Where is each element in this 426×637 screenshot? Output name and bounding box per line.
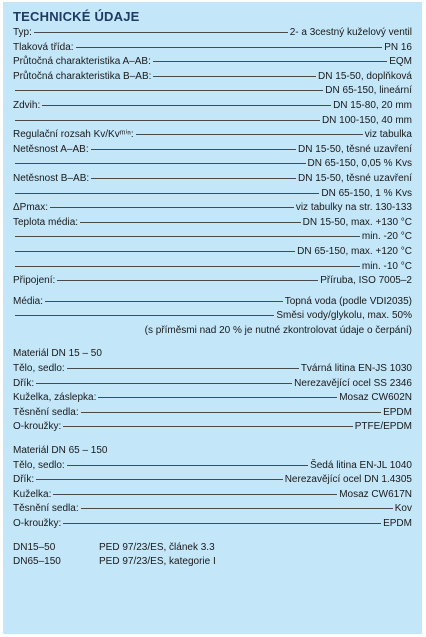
ped-dn-range: DN65–150	[13, 556, 61, 568]
spec-value: viz tabulka	[364, 129, 412, 141]
leader-line	[67, 465, 308, 466]
spacer	[13, 435, 412, 444]
leader-line	[15, 163, 306, 164]
spec-row	[13, 187, 412, 202]
general-specs	[13, 26, 412, 289]
spec-value: Směsi vody/glykolu, max. 50%	[276, 310, 412, 322]
spec-label: Těsnění sedla:	[13, 503, 79, 515]
spec-row	[13, 473, 412, 488]
leader-line	[50, 207, 294, 208]
ped-classification	[13, 541, 412, 570]
spec-value: DN 65-150, 1 % Kvs	[321, 187, 412, 199]
spec-value: DN 15-50, doplňková	[318, 70, 412, 82]
spec-value: EPDM	[383, 518, 412, 529]
leader-line	[91, 178, 296, 179]
leader-line	[15, 193, 319, 194]
spacer	[13, 532, 412, 541]
spec-label: Typ:	[13, 27, 32, 38]
spec-label: O-kroužky:	[13, 518, 62, 529]
leader-line	[98, 397, 337, 398]
spec-row	[13, 362, 412, 377]
leader-line	[136, 134, 363, 135]
leader-line	[153, 61, 387, 62]
spec-row	[13, 406, 412, 421]
spec-row	[13, 157, 412, 172]
spec-row	[13, 230, 412, 245]
spec-label: Regulační rozsah Kv/Kvᵐⁱⁿ:	[13, 129, 134, 141]
leader-line	[45, 301, 283, 302]
spec-row	[13, 502, 412, 517]
spec-label: Těsnění sedla:	[13, 406, 79, 418]
spec-row	[13, 517, 412, 532]
spec-label: Netěsnost B–AB:	[13, 172, 90, 184]
spec-value: EQM	[389, 56, 412, 68]
spec-row	[13, 391, 412, 406]
media-note-row	[13, 324, 412, 339]
material-large-specs	[13, 459, 412, 532]
ped-dn-range: DN15–50	[13, 541, 56, 553]
spec-row	[13, 70, 412, 85]
spec-label: Tělo, sedlo:	[13, 459, 65, 471]
material-small-specs	[13, 362, 412, 435]
material-large-heading: Materiál DN 65 – 150	[13, 445, 108, 457]
spec-label: Průtočná charakteristika A–AB:	[13, 56, 151, 68]
spec-value: Kov	[394, 503, 412, 515]
spec-row	[13, 55, 412, 70]
spec-label: Tělo, sedlo:	[13, 363, 65, 375]
leader-line	[80, 222, 301, 223]
leader-line	[153, 76, 316, 77]
leader-line	[15, 120, 320, 121]
leader-line	[15, 266, 360, 267]
spec-value: DN 15-50, těsné uzavření	[298, 172, 412, 184]
leader-line	[81, 412, 381, 413]
leader-line	[15, 315, 274, 316]
leader-line	[81, 508, 393, 509]
spec-row	[13, 26, 412, 41]
spec-value: PN 16	[384, 41, 412, 53]
spec-value: Nerezavějící ocel DN 1.4305	[284, 474, 412, 486]
spec-label: ΔPmax:	[13, 202, 49, 214]
spec-row	[13, 274, 412, 289]
spec-row	[13, 201, 412, 216]
spec-row	[13, 143, 412, 158]
leader-line	[57, 280, 318, 281]
leader-line	[34, 32, 288, 33]
spec-value: DN 15-80, 20 mm	[333, 99, 412, 111]
spec-label: Tlaková třída:	[13, 41, 74, 53]
spec-value: min. -10 °C	[361, 260, 412, 272]
spec-label: Teplota média:	[13, 216, 79, 228]
material-small-heading: Materiál DN 15 – 50	[13, 348, 102, 360]
spec-value: Šedá litina EN-JL 1040	[310, 459, 412, 471]
spec-label: Dřík:	[13, 474, 35, 486]
spec-value: viz tabulky na str. 130-133	[295, 202, 412, 214]
spec-row	[13, 309, 412, 324]
spec-label: Kuželka:	[13, 488, 52, 500]
media-specs	[13, 295, 412, 324]
leader-line	[15, 251, 295, 252]
spec-row	[13, 99, 412, 114]
ped-row	[13, 541, 412, 556]
leader-line	[63, 426, 352, 427]
spec-value: DN 15-50, max. +130 °C	[302, 216, 412, 228]
media-note: (s příměsmi nad 20 % je nutné zkontrolovat údaje o čerpání)	[144, 324, 412, 336]
spec-label: O-kroužky:	[13, 421, 62, 433]
spec-row	[13, 172, 412, 187]
spec-label: Průtočná charakteristika B–AB:	[13, 70, 152, 82]
spec-row	[13, 84, 412, 99]
spec-row	[13, 295, 412, 310]
leader-line	[53, 494, 337, 495]
spec-value: Mosaz CW602N	[339, 392, 412, 404]
spacer	[13, 338, 412, 347]
spec-row	[13, 459, 412, 474]
spec-label: Netěsnost A–AB:	[13, 143, 89, 155]
spec-row	[13, 128, 412, 143]
leader-line	[15, 90, 323, 91]
spec-row	[13, 245, 412, 260]
spec-value: EPDM	[383, 406, 412, 418]
spec-label: Kuželka, záslepka:	[13, 392, 97, 404]
spec-row	[13, 114, 412, 129]
spec-value: min. -20 °C	[361, 231, 412, 243]
spec-value: Tvárná litina EN-JS 1030	[300, 363, 412, 375]
spec-row	[13, 420, 412, 435]
ped-row	[13, 555, 412, 570]
spec-value: Nerezavějící ocel SS 2346	[294, 377, 412, 389]
ped-directive: PED 97/23/ES, článek 3.3	[99, 541, 215, 553]
leader-line	[36, 479, 283, 480]
spec-label: Média:	[13, 295, 44, 307]
spec-row	[13, 377, 412, 392]
spec-value: Příruba, ISO 7005–2	[320, 275, 412, 287]
spec-value: DN 15-50, těsné uzavření	[298, 143, 412, 155]
spec-row	[13, 260, 412, 275]
spec-label: Zdvih:	[13, 99, 41, 111]
spec-label: Připojení:	[13, 275, 56, 287]
spec-label: Dřík:	[13, 377, 35, 389]
spec-row	[13, 216, 412, 231]
spec-value: Mosaz CW617N	[339, 488, 412, 500]
spec-value: DN 65-150, 0,05 % Kvs	[307, 158, 412, 170]
spec-value: DN 65-150, lineární	[325, 85, 412, 97]
leader-line	[76, 47, 383, 48]
leader-line	[36, 383, 292, 384]
section-title: TECHNICKÉ ÚDAJE	[13, 9, 140, 24]
spec-value: PTFE/EPDM	[354, 421, 412, 433]
spec-value: 2- a 3cestný kuželový ventil	[289, 27, 412, 38]
leader-line	[63, 523, 381, 524]
spec-value: DN 100-150, 40 mm	[321, 114, 412, 126]
ped-directive: PED 97/23/ES, kategorie I	[99, 556, 216, 568]
leader-line	[15, 236, 360, 237]
spec-row	[13, 41, 412, 56]
leader-line	[91, 149, 296, 150]
spec-row	[13, 488, 412, 503]
spec-value: Topná voda (podle VDI2035)	[284, 295, 412, 307]
spec-value: DN 65-150, max. +120 °C	[297, 245, 412, 257]
leader-line	[67, 368, 299, 369]
leader-line	[42, 105, 331, 106]
technical-data-panel	[3, 2, 422, 634]
